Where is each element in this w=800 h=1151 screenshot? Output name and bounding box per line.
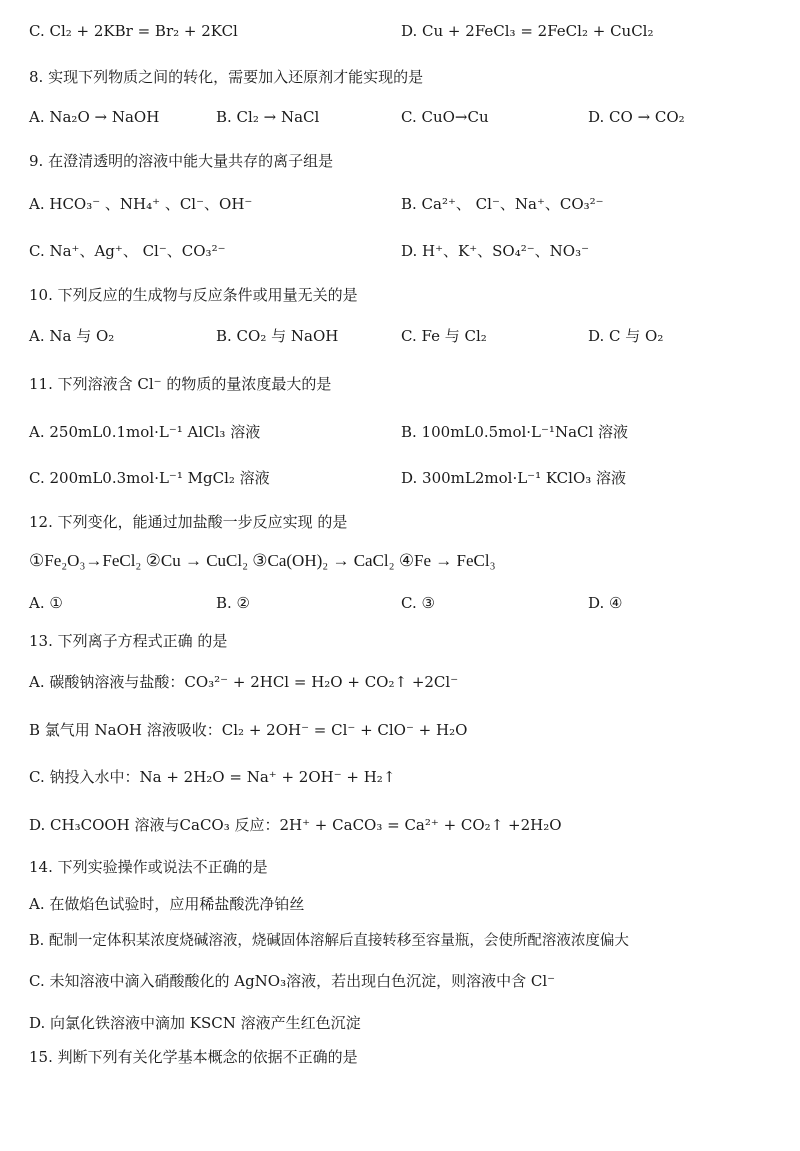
q13-option-b: B 氯气用 NaOH 溶液吸收：Cl₂ + 2OH⁻ = Cl⁻ + ClO⁻ + H₂O: [29, 721, 468, 739]
q13-option-c-row: [0, 766, 800, 796]
q12-items-row: [0, 551, 800, 581]
q14-option-c: C. 未知溶液中滴入硝酸酸化的 AgNO₃溶液，若出现白色沉淀，则溶液中含 Cl⁻: [29, 972, 556, 990]
q11-option-d: D. 300mL2mol·L⁻¹ KClO₃ 溶液: [401, 469, 627, 487]
q13-option-d: D. CH₃COOH 溶液与CaCO₃ 反应：2H⁺ + CaCO₃ = Ca²⁺ + CO₂↑ +2H₂O: [29, 816, 562, 834]
q10-option-b: B. CO₂ 与 NaOH: [216, 327, 339, 345]
q13-option-d-row: [0, 814, 800, 844]
q12-stem: 12. 下列变化，能通过加盐酸一步反应实现 的是: [29, 513, 348, 531]
q9-option-d: D. H⁺、K⁺、SO₄²⁻、NO₃⁻: [401, 242, 590, 260]
q12-option-b: B. ②: [216, 594, 251, 612]
q12-options-row: [0, 594, 800, 624]
q9-options-row-2: [0, 240, 800, 270]
q12-option-d: D. ④: [588, 594, 623, 612]
q8-option-c: C. CuO→Cu: [401, 108, 489, 126]
q9-option-c: C. Na⁺、Ag⁺、 Cl⁻、CO₃²⁻: [29, 242, 226, 260]
q9-options-row-1: [0, 193, 800, 223]
q14-option-a: A. 在做焰色试验时，应用稀盐酸洗净铂丝: [29, 895, 305, 913]
q10-option-a: A. Na 与 O₂: [29, 327, 115, 345]
q14-stem: 14. 下列实验操作或说法不正确的是: [29, 858, 268, 876]
q14-option-b: B. 配制一定体积某浓度烧碱溶液，烧碱固体溶解后直接转移至容量瓶，会使所配溶液浓度偏大: [29, 933, 629, 949]
q14-option-b-row: [0, 929, 800, 959]
q14-option-a-row: [0, 893, 800, 923]
q13-stem-row: [0, 630, 800, 660]
q12-option-c: C. ③: [401, 594, 435, 612]
q7-option-c: C. Cl₂ + 2KBr = Br₂ + 2KCl: [29, 22, 238, 40]
q8-options-row: [0, 108, 800, 138]
q11-option-c: C. 200mL0.3mol·L⁻¹ MgCl₂ 溶液: [29, 469, 270, 487]
q9-option-a: A. HCO₃⁻ 、NH₄⁺ 、Cl⁻、OH⁻: [29, 195, 253, 213]
q11-option-a: A. 250mL0.1mol·L⁻¹ AlCl₃ 溶液: [29, 423, 261, 441]
q7-option-d: D. Cu + 2FeCl₃ = 2FeCl₂ + CuCl₂: [401, 22, 654, 40]
q13-option-b-row: [0, 719, 800, 749]
q8-option-d: D. CO → CO₂: [588, 108, 685, 126]
q11-stem-row: [0, 373, 800, 403]
q15-stem-row: [0, 1046, 800, 1076]
q10-stem: 10. 下列反应的生成物与反应条件或用量无关的是: [29, 286, 358, 304]
q8-stem-row: [0, 66, 800, 96]
q12-stem-row: [0, 511, 800, 541]
q8-option-a: A. Na₂O → NaOH: [29, 108, 160, 126]
q8-option-b: B. Cl₂ → NaCl: [216, 108, 320, 126]
q14-option-d-row: [0, 1012, 800, 1042]
q9-option-b: B. Ca²⁺、 Cl⁻、Na⁺、CO₃²⁻: [401, 195, 604, 213]
q8-stem: 8. 实现下列物质之间的转化，需要加入还原剂才能实现的是: [29, 68, 424, 86]
q11-option-b: B. 100mL0.5mol·L⁻¹NaCl 溶液: [401, 423, 629, 441]
q13-stem: 13. 下列离子方程式正确 的是: [29, 632, 228, 650]
q12-option-a: A. ①: [29, 594, 63, 612]
q7-options-row: [0, 22, 800, 52]
q12-items: ①Fe₂O₃→FeCl₂ ②Cu → CuCl₂ ③Ca(OH)₂ → CaCl₂ ④Fe → FeCl₃: [29, 551, 496, 570]
q14-stem-row: [0, 856, 800, 886]
q10-option-c: C. Fe 与 Cl₂: [401, 327, 487, 345]
q15-stem: 15. 判断下列有关化学基本概念的依据不正确的是: [29, 1048, 358, 1066]
q13-option-a: A. 碳酸钠溶液与盐酸：CO₃²⁻ + 2HCl = H₂O + CO₂↑ +2Cl⁻: [29, 673, 459, 691]
q9-stem-row: [0, 150, 800, 180]
q14-option-d: D. 向氯化铁溶液中滴加 KSCN 溶液产生红色沉淀: [29, 1014, 361, 1032]
q11-stem: 11. 下列溶液含 Cl⁻ 的物质的量浓度最大的是: [29, 375, 332, 393]
q13-option-c: C. 钠投入水中：Na + 2H₂O = Na⁺ + 2OH⁻ + H₂↑: [29, 768, 396, 786]
q13-option-a-row: [0, 671, 800, 701]
q11-options-row-2: [0, 467, 800, 497]
q10-options-row: [0, 325, 800, 355]
q10-stem-row: [0, 284, 800, 314]
q11-options-row-1: [0, 421, 800, 451]
q14-option-c-row: [0, 970, 800, 1000]
q10-option-d: D. C 与 O₂: [588, 327, 664, 345]
q9-stem: 9. 在澄清透明的溶液中能大量共存的离子组是: [29, 152, 334, 170]
